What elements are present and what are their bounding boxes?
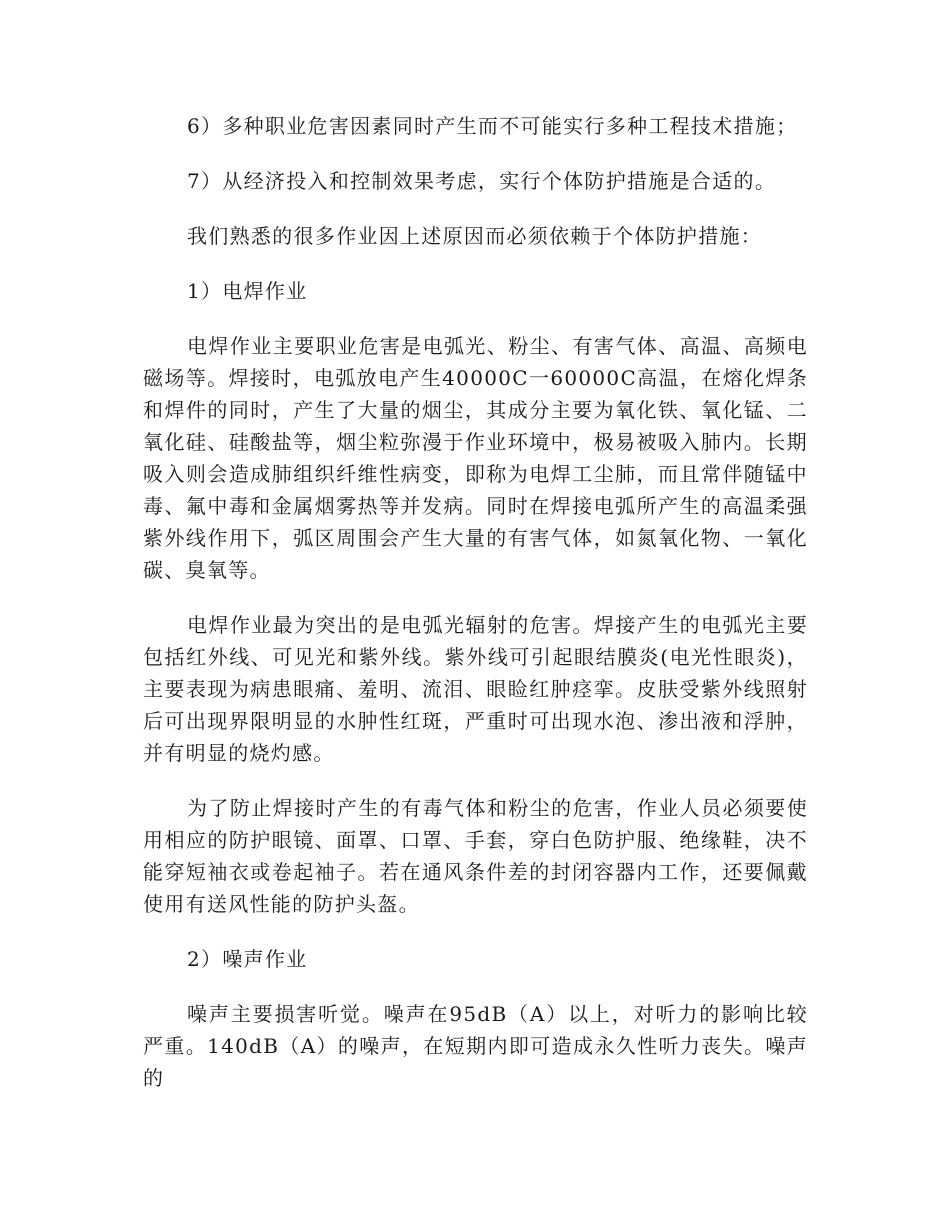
paragraph-protection: 为了防止焊接时产生的有毒气体和粉尘的危害，作业人员必须要使用相应的防护眼镜、面罩、口罩、手套，穿白色防护服、绝缘鞋，决不能穿短袖衣或卷起袖子。若在通风条件差的封闭容器内工作，还要佩戴使用有送风性能的防护头盔。 <box>143 796 808 916</box>
section-heading-noise: 2）噪声作业 <box>187 947 308 971</box>
list-item-7: 7）从经济投入和控制效果考虑，实行个体防护措施是合适的。 <box>187 169 777 193</box>
paragraph-noise: 噪声主要损害听觉。噪声在95dB（A）以上，对听力的影响比较严重。140dB（A）的噪声，在短期内即可造成永久性听力丧失。噪声的 <box>143 1002 808 1090</box>
intro-sentence: 我们熟悉的很多作业因上述原因而必须依赖于个体防护措施： <box>187 224 763 248</box>
paragraph-welding-hazards: 电焊作业主要职业危害是电弧光、粉尘、有害气体、高温、高频电磁场等。焊接时，电弧放电产生40000C一60000C高温，在熔化焊条和焊件的同时，产生了大量的烟尘，其成分主要为氧化铁、氧化锰、二氧化硅、硅酸盐等，烟尘粒弥漫于作业环境中，极易被吸入肺内。长期吸入则会造成肺组织纤维性病变，即称为电焊工尘肺，而且常伴随锰中毒、氟中毒和金属烟雾热等并发病。同时在焊接电弧所产生的高温柔强紫外线作用下，弧区周围会产生大量的有害气体，如氮氧化物、一氧化碳、臭氧等。 <box>143 334 808 582</box>
list-item-6: 6）多种职业危害因素同时产生而不可能实行多种工程技术措施； <box>187 114 798 138</box>
paragraph-arc-radiation: 电焊作业最为突出的是电弧光辐射的危害。焊接产生的电弧光主要包括红外线、可见光和紫外线。紫外线可引起眼结膜炎(电光性眼炎)，主要表现为病患眼痛、羞明、流泪、眼睑红肿痉挛。皮肤受紫外线照射后可出现界限明显的水肿性红斑，严重时可出现水泡、渗出液和浮肿，并有明显的烧灼感。 <box>143 613 808 765</box>
document-body <box>143 110 808 1117</box>
section-heading-welding: 1）电焊作业 <box>187 279 308 303</box>
